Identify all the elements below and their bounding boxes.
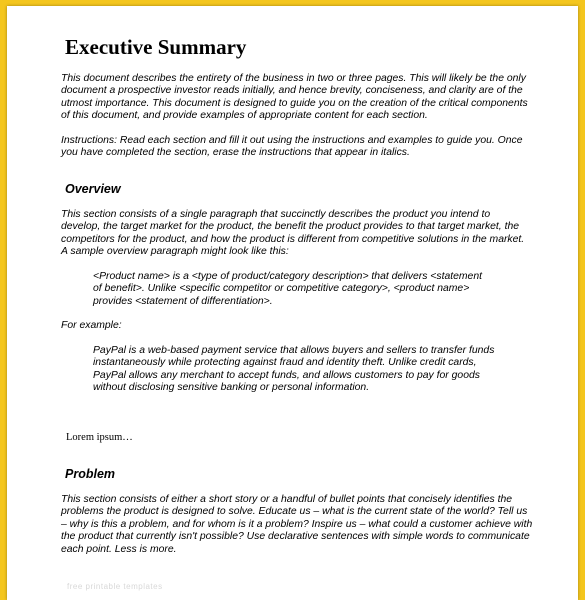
intro-paragraph: This document describes the entirety of the business in two or three pages. This will likely be the only document a prospective investor reads initially, and hence brevity, conciseness, and clarity are of the utmost importance. This document is designed to guide you on the creation of the critical components of this document, and provide examples of appropriate content for each section. [61, 73, 528, 122]
problem-paragraph: This section consists of either a short story or a handful of bullet points that concisely identifies the problems the product is designed to solve. Educate us – what is the current state of the world? Tell us – why is this a problem, and for whom is it a problem? Inspire us – what could a customer achieve with the product that currently isn't possible? Use declarative sentences with simple words to communicate each point. Less is more. [61, 494, 533, 555]
watermark-text: free printable templates [67, 582, 163, 591]
example-label: For example: [61, 320, 122, 331]
example-paragraph: PayPal is a web-based payment service that allows buyers and sellers to transfer funds instantaneously while protecting against fraud and identity theft. Unlike credit cards, PayPal allows any merchant to accept funds, and allows customers to pay for goods without disclosing sensitive banking or personal information. [93, 345, 495, 394]
overview-heading: Overview [65, 182, 121, 196]
lorem-placeholder: Lorem ipsum… [66, 432, 133, 443]
document-page [7, 6, 578, 600]
document-title: Executive Summary [65, 35, 247, 59]
instructions-paragraph: Instructions: Read each section and fill it out using the instructions and examples to guide you. Once you have completed the section, erase the instructions that appear in italics. [61, 135, 523, 159]
problem-heading: Problem [65, 467, 116, 481]
overview-template-paragraph: <Product name> is a <type of product/category description> that delivers <statement of benefit>. Unlike <specific competitor or competitive category>, <product name> provides <statement of differentiation>. [93, 271, 483, 307]
overview-paragraph: This section consists of a single paragraph that succinctly describes the product you intend to develop, the target market for the product, the benefit the product provides to that target market, the competitors for the product, and how the product is different from competitive solutions in the market. A sample overview paragraph might look like this: [61, 209, 525, 258]
